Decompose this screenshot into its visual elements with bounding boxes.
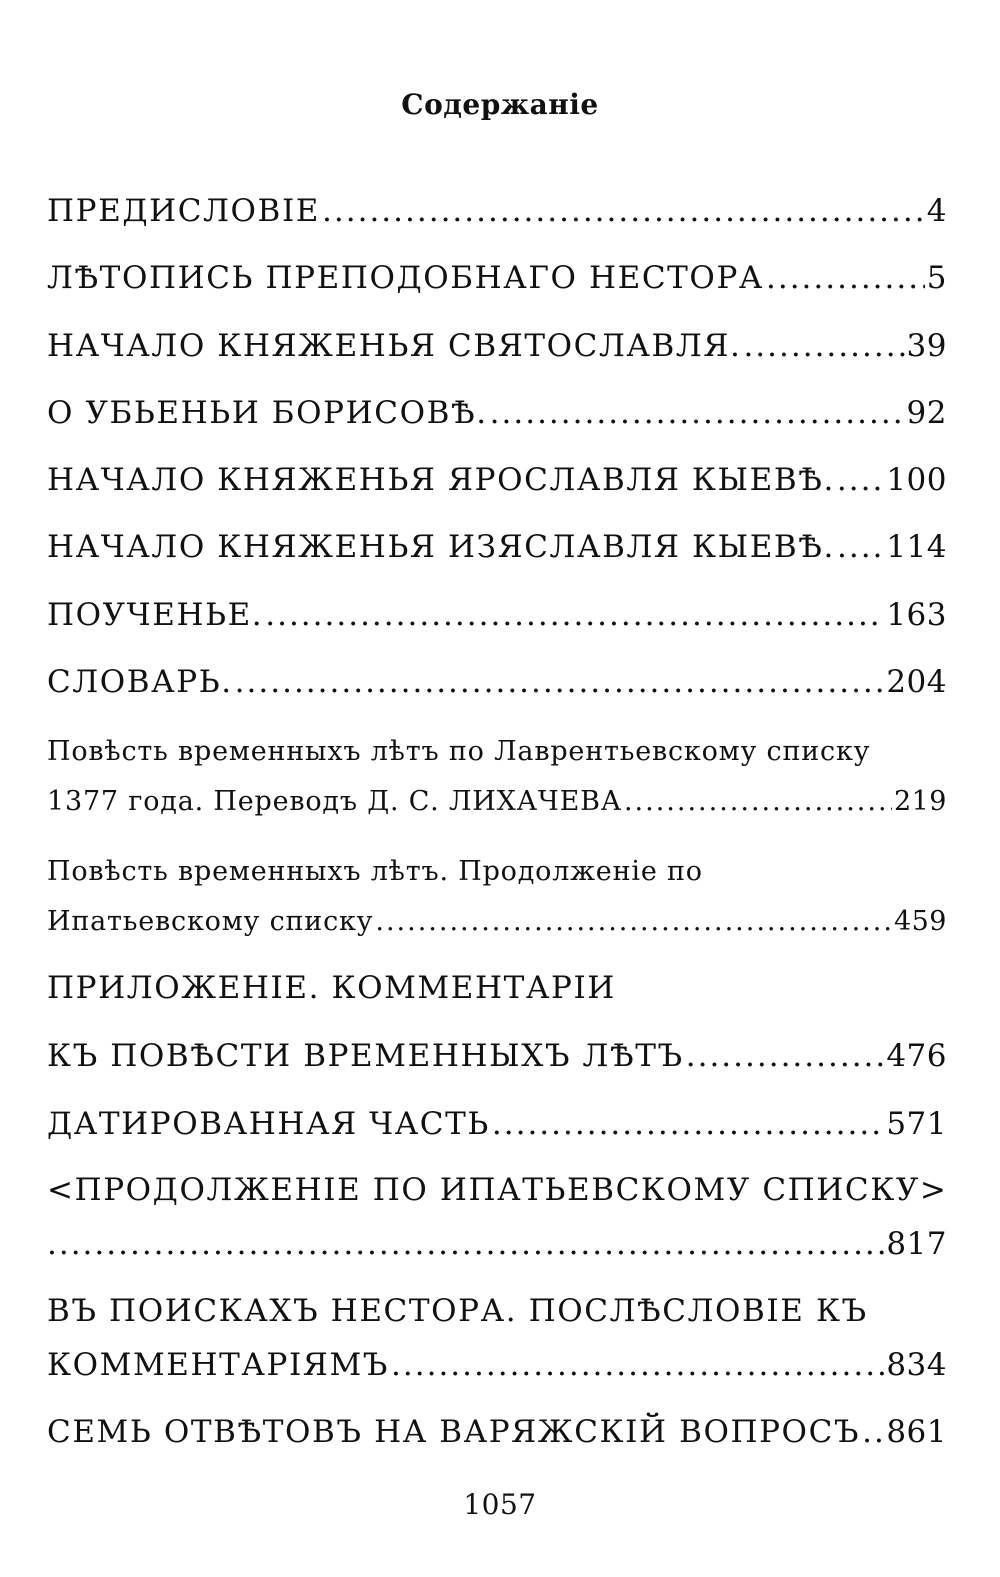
leader-dots <box>375 902 892 942</box>
toc-entry-izyaslav[interactable] <box>47 527 947 567</box>
toc-entry-svyatoslav[interactable] <box>47 326 947 366</box>
leader-dots <box>743 326 904 366</box>
toc-entry-label: О УБЬЕНЬИ БОРИСОВѢ. <box>47 395 488 431</box>
leader-dots <box>322 191 925 231</box>
toc-entry-varangian[interactable] <box>47 1412 947 1452</box>
toc-entry-label: НАЧАЛО КНЯЖЕНЬЯ ЯРОСЛАВЛЯ КЫЕВѢ. <box>47 462 835 498</box>
toc-entry-page: 219 <box>893 786 947 817</box>
toc-entry-nestor[interactable] <box>47 1345 947 1385</box>
leader-dots <box>837 527 884 567</box>
toc-entry-page: 861 <box>886 1414 947 1450</box>
toc-entry-ipatiev[interactable] <box>47 902 947 942</box>
toc-entry-ipatiev-line1: Повѣсть временныхъ лѣтъ. Продолженіе по <box>47 856 703 887</box>
toc-entry-page: 204 <box>886 664 947 700</box>
toc-entry-page: 5 <box>926 260 947 296</box>
toc-entry-continuation-line1: <ПРОДОЛЖЕНІЕ ПО ИПАТЬЕВСКОМУ СПИСКУ> <box>47 1172 948 1208</box>
leader-dots <box>686 1036 885 1076</box>
toc-entry-page: 459 <box>893 906 947 937</box>
toc-entry-page: 571 <box>886 1106 947 1142</box>
toc-entry-dated-part[interactable] <box>47 1104 947 1144</box>
toc-entry-page: 39 <box>906 328 947 364</box>
toc-entry-label: НАЧАЛО КНЯЖЕНЬЯ СВЯТОСЛАВЛЯ. <box>47 328 742 364</box>
toc-entry-page: 100 <box>886 462 947 498</box>
toc-entry-label: ДАТИРОВАННАЯ ЧАСТЬ <box>47 1106 490 1142</box>
contents-title: Содержаніе <box>401 88 599 121</box>
toc-entry-label: КЪ ПОВѢСТИ ВРЕМЕННЫХЪ ЛѢТЪ <box>47 1038 684 1074</box>
toc-entry-dictionary[interactable] <box>47 662 947 702</box>
toc-entry-page: 834 <box>886 1347 947 1383</box>
toc-entry-label: ЛѢТОПИСЬ ПРЕПОДОБНАГО НЕСТОРА <box>47 260 764 296</box>
toc-entry-yaroslav[interactable] <box>47 460 947 500</box>
toc-entry-preface[interactable] <box>47 191 947 231</box>
toc-entry-page: 163 <box>886 597 947 633</box>
page-number: 1057 <box>463 1488 537 1521</box>
leader-dots <box>265 595 884 635</box>
leader-dots <box>862 1412 884 1452</box>
toc-entry-chronicle[interactable] <box>47 258 947 298</box>
toc-entry-page: 114 <box>886 529 947 565</box>
leader-dots <box>837 460 884 500</box>
toc-entry-label: НАЧАЛО КНЯЖЕНЬЯ ИЗЯСЛАВЛЯ КЫЕВѢ. <box>47 529 835 565</box>
toc-entry-label: ПОУЧЕНЬЕ. <box>47 597 264 633</box>
toc-entry-label: СЛОВАРЬ. <box>47 664 233 700</box>
toc-entry-appendix-line1: ПРИЛОЖЕНІЕ. КОММЕНТАРІИ <box>47 970 616 1006</box>
toc-entry-label: 1377 года. Переводъ Д. С. ЛИХАЧЕВА <box>47 786 622 817</box>
leader-dots <box>391 1345 884 1385</box>
toc-entry-page: 92 <box>906 395 947 431</box>
toc-entry-laurentian-line1: Повѣсть временныхъ лѣтъ по Лаврентьевскому списку <box>47 736 871 767</box>
leader-dots <box>490 393 905 433</box>
toc-entry-label: Ипатьевскому списку <box>47 906 374 937</box>
toc-entry-boris[interactable] <box>47 393 947 433</box>
leader-dots <box>766 258 925 298</box>
toc-entry-appendix[interactable] <box>47 1036 947 1076</box>
toc-entry-label: ПРЕДИСЛОВІЕ <box>47 193 321 229</box>
leader-dots <box>235 662 885 702</box>
toc-entry-instruction[interactable] <box>47 595 947 635</box>
toc-entry-laurentian[interactable] <box>47 782 947 822</box>
leader-dots <box>624 782 892 822</box>
toc-entry-continuation[interactable] <box>47 1224 947 1264</box>
toc-entry-page: 817 <box>886 1226 947 1262</box>
toc-entry-nestor-line1: ВЪ ПОИСКАХЪ НЕСТОРА. ПОСЛѢСЛОВІЕ КЪ <box>47 1293 868 1329</box>
toc-entry-page: 4 <box>926 193 947 229</box>
toc-entry-label: СЕМЬ ОТВѢТОВЪ НА ВАРЯЖСКІЙ ВОПРОСЪ <box>47 1414 861 1450</box>
leader-dots <box>47 1224 884 1264</box>
toc-entry-page: 476 <box>886 1038 947 1074</box>
toc-entry-label: КОММЕНТАРІЯМЪ <box>47 1347 390 1383</box>
leader-dots <box>492 1104 884 1144</box>
